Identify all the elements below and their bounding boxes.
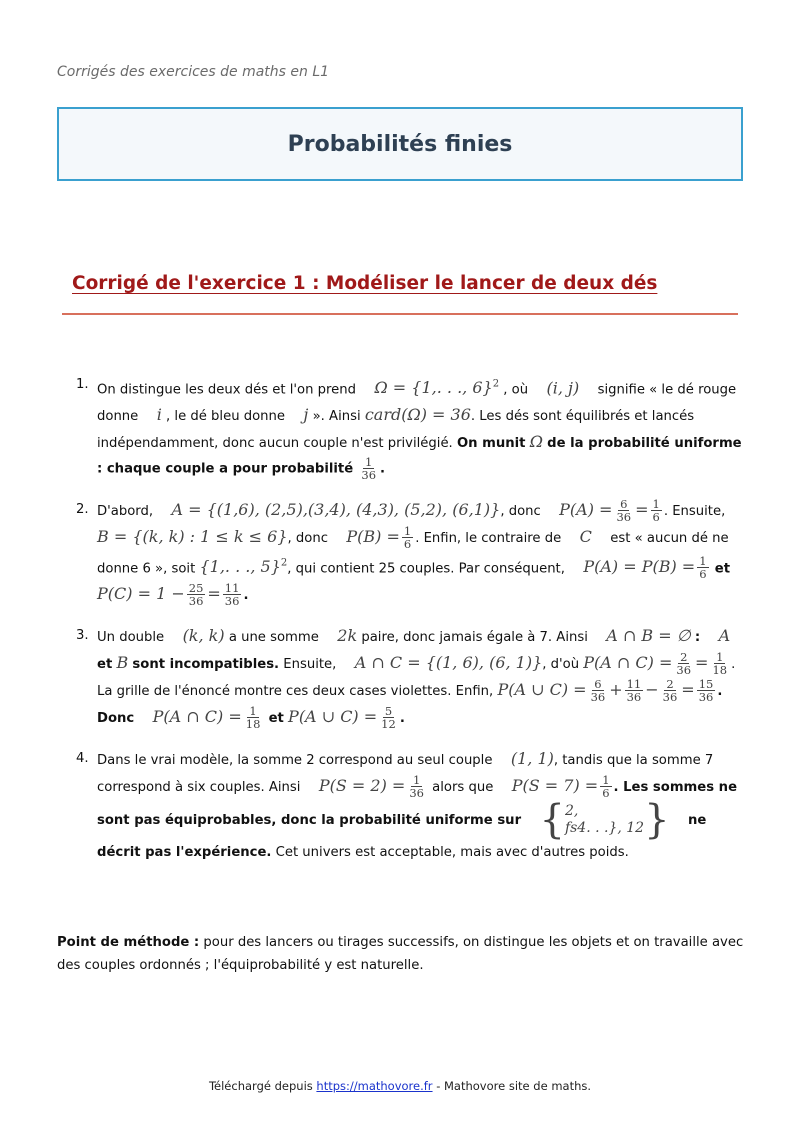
bold-text: ne décrit pas l'expérience. — [97, 813, 707, 861]
math-a-inter-b: A ∩ B = ∅ — [606, 626, 691, 646]
text: Un double — [97, 630, 165, 646]
math-set-b: B = {(k, k) : 1 ≤ k ≤ 6} — [97, 526, 288, 546]
text: Dans le vrai modèle, la somme 2 correspond au seul couple — [97, 753, 493, 769]
footer-link[interactable]: https://mathovore.fr — [316, 1079, 433, 1093]
list-item: 1. On distingue les deux dés et l'on prend Ω = {1,. . ., 6}$^2$ , où (i, j) signifie « le dé rouge donne i , le dé bleu donne j ». Ainsi card(Ω) = 36. Les dés sont équilibrés et lancés indépendamment, donc aucun couple n'est privilégié. On munit Ω de la probabilité uniforme : chaque couple a pour probabilité $\frac{1}{36}$ . — [76, 372, 744, 482]
text: Cet univers est acceptable, mais avec d'autres poids. — [275, 845, 629, 861]
math-pa: P(A) = $\frac{6}{36}$ = $\frac{1}{6}$ — [559, 496, 660, 524]
bold-text: . Donc — [97, 684, 723, 727]
text: paire, donc jamais égale à 7. Ainsi — [361, 630, 588, 646]
list-item: 2. D'abord, A = {(1,6), (2,5),(3,4), (4,3), (5,2), (6,1)}, donc P(A) = $\frac{6}{36}$ = $\frac{1}{6}$ . Ensuite, B = {(k, k) : 1 ≤ k ≤ 6}, donc P(B) = $\frac{1}{6}$ . Enfin, le contraire de C est « aucun dé ne donne 6 », soit {1,. . ., 5}$^2$, qui contient 25 couples. Par conséquent, P(A) = P(B) = $\frac{1}{6}$ et P(C) = 1 − $\frac{25}{36}$ = $\frac{11}{36}$ . — [76, 496, 730, 609]
text: signifie « le dé rouge donne — [97, 382, 737, 425]
title-box — [57, 107, 743, 181]
math-double: (k, k) — [182, 626, 225, 646]
math-c: C — [579, 526, 592, 546]
footer-suffix: - Mathovore site de maths. — [436, 1079, 592, 1093]
bold-text: et — [268, 711, 284, 727]
text: , qui contient 25 couples. Par conséquent, — [287, 561, 565, 577]
bold-text: et — [97, 657, 113, 673]
text: . Les dés sont équilibrés et lancés indépendamment, donc aucun couple n'est privilégié. — [97, 409, 695, 452]
header-note: Corrigés des exercices de maths en L1 — [57, 64, 330, 80]
text: , où — [503, 382, 529, 398]
bold-text: : — [694, 630, 701, 646]
bold-text: sont incompatibles. — [132, 657, 280, 673]
math-omega: Ω — [529, 432, 543, 452]
text: . Ensuite, — [663, 503, 726, 519]
math-set-c-bar: {1,. . ., 5}$^2$ — [199, 557, 288, 577]
method-note — [57, 931, 747, 977]
math-result-union: P(A ∪ C) = $\frac{5}{12}$ — [288, 704, 396, 732]
text: ». Ainsi — [312, 409, 361, 425]
text: D'abord, — [97, 503, 154, 519]
fraction: $\frac{1}{36}$ — [361, 455, 377, 483]
math-ps2: P(S = 2) = $\frac{1}{36}$ — [318, 773, 424, 801]
math-omega-def: Ω = {1,. . ., 6}$^2$ — [374, 378, 500, 398]
item-number: 3. — [76, 628, 89, 644]
math-couple-11: (1, 1) — [510, 749, 554, 769]
math-b: B — [116, 653, 129, 673]
math-card: card(Ω) = 36 — [364, 405, 471, 425]
section-divider — [62, 313, 738, 315]
math-pa-pb: P(A) = P(B) = $\frac{1}{6}$ — [583, 554, 707, 582]
method-label: Point de méthode : — [57, 935, 200, 950]
bold-text: On munit — [456, 436, 526, 452]
section-title: Corrigé de l'exercice 1 : Modéliser le lancer de deux dés — [72, 273, 658, 294]
item-number: 1. — [76, 377, 89, 392]
exercise-solution-list — [76, 372, 744, 880]
math-pb: P(B) = $\frac{1}{6}$ — [346, 523, 412, 551]
list-item: 3. Un double (k, k) a une somme 2k paire, donc jamais égale à 7. Ainsi A ∩ B = ∅ : A et B sont incompatibles. Ensuite, A ∩ C = {(1, 6), (6, 1)}, d'où P(A ∩ C) = $\frac{2}{36}$ = $\frac{1}{18}$ . La grille de l'énoncé montre ces deux cases violettes. Enfin, P(A ∪ C) = $\frac{6}{36}$ + $\frac{11}{36}$ − $\frac{2}{36}$ = $\frac{15}{36}$ . Donc P(A ∩ C) = $\frac{1}{18}$ et P(A ∪ C) = $\frac{5}{12}$ . — [76, 623, 744, 731]
text: , donc — [287, 530, 328, 546]
text: , d'où — [542, 657, 580, 673]
math-a-inter-c: A ∩ C = {(1, 6), (6, 1)} — [354, 653, 543, 673]
text: , le dé bleu donne — [166, 409, 286, 425]
text: , tandis que la somme 7 correspond à six couples. Ainsi — [97, 753, 714, 796]
page-title: Probabilités finies — [287, 131, 513, 157]
math-pc: P(C) = 1 − $\frac{25}{36}$ = $\frac{11}{36}$ — [97, 581, 240, 609]
item-number: 2. — [76, 501, 89, 517]
footer — [0, 1079, 800, 1093]
item-number: 4. — [76, 751, 89, 767]
math-p-a-inter-c: P(A ∩ C) = $\frac{2}{36}$ = $\frac{1}{18}$ — [583, 650, 728, 678]
math-result-inter: P(A ∩ C) = $\frac{1}{18}$ — [152, 704, 261, 732]
math-ps7: P(S = 7) = $\frac{1}{6}$ — [511, 773, 610, 801]
math-j: j — [303, 405, 309, 425]
math-p-a-union-c: P(A ∪ C) = $\frac{6}{36}$ + $\frac{11}{36}$ − $\frac{2}{36}$ = $\frac{15}{36}$ — [497, 677, 714, 705]
bold-text: . Les sommes ne sont pas équiprobables, donc la probabilité uniforme sur — [97, 780, 738, 829]
math-i: i — [156, 405, 162, 425]
text: , donc — [500, 503, 541, 519]
text: alors que — [432, 780, 494, 796]
text: a une somme — [228, 630, 319, 646]
list-item — [76, 746, 744, 865]
math-sum-set: { 2, fs4. . .}, 12 } — [539, 797, 670, 844]
text: Ensuite, — [283, 657, 337, 673]
math-a: A — [718, 626, 731, 646]
bold-text: et — [714, 561, 730, 577]
footer-prefix: Téléchargé depuis — [208, 1079, 313, 1093]
math-set-a: A = {(1,6), (2,5),(3,4), (4,3), (5,2), (6,1)} — [171, 499, 501, 519]
text: est « aucun dé ne donne 6 », soit — [97, 530, 729, 577]
bold-text: de la probabilité uniforme : chaque couple a pour probabilité — [97, 436, 742, 477]
text: . Enfin, le contraire de — [415, 530, 562, 546]
math-couple: (i, j) — [546, 378, 580, 398]
text: . La grille de l'énoncé montre ces deux cases violettes. Enfin, — [97, 657, 736, 700]
math-2k: 2k — [337, 626, 358, 646]
method-text: pour des lancers ou tirages successifs, on distingue les objets et on travaille avec des couples ordonnés ; l'équiprobabilité y est naturelle. — [57, 935, 744, 973]
text: On distingue les deux dés et l'on prend — [97, 382, 357, 398]
